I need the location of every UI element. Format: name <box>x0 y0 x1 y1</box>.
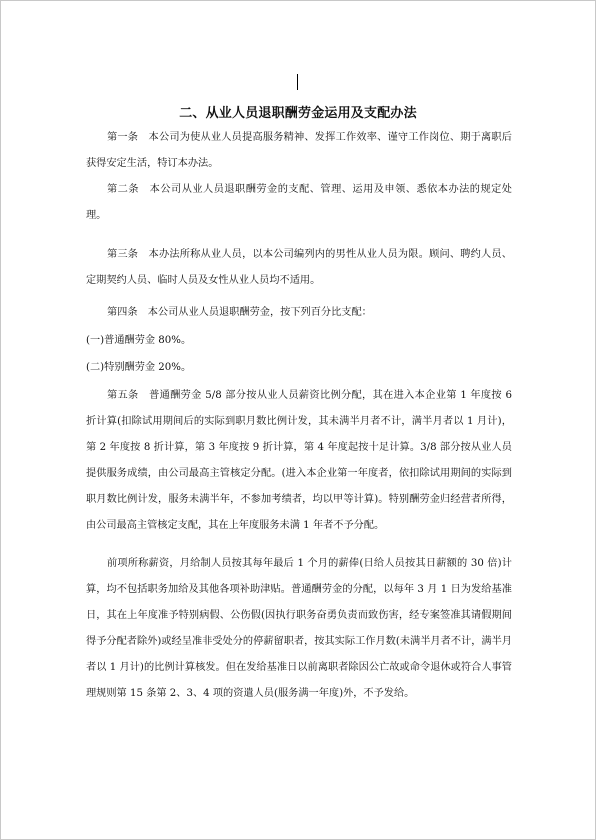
article-4-paragraph: 第四条 本公司从业人员退职酬劳金，按下列百分比支配： <box>107 307 372 318</box>
article-3-paragraph: 第三条 本办法所称从业人员，以本公司编列内的男性从业人员为限。顾问、聘约人员、定期契约人员、临时人员及女性从业人员均不适用。 <box>86 249 512 286</box>
text-cursor <box>297 74 298 90</box>
list-item-ordinary-reward: (一)普通酬劳金 80%。 <box>86 335 192 346</box>
salary-definition-paragraph: 前项所称薪资，月给制人员按其每年最后 1 个月的薪俸(日给人员按其日薪额的 30 倍)计算，均不包括职务加给及其他各项补助津贴。普通酬劳金的分配，以每年 3 月 1 日为发给基准日，其在上年度准予特别病假、公伤假(因执行职务奋勇负责而致伤害，经专案签准其请假期间得予分配者除外)或经呈准非受处分的停薪留职者，按其实际工作月数(未满半月者不计，满半月者以 1 月计)的比例计算核发。但在发给基准日以前离职者除因公亡故或命令退休或符合人事管理规则第 15 条第 2、3、4 项的资遣人员(服务满一年度)外，不予发给。 <box>86 558 512 699</box>
article-1-paragraph: 第一条 本公司为使从业人员提高服务精神、发挥工作效率、谨守工作岗位、期于离职后获得安定生活，特订本办法。 <box>86 132 512 169</box>
article-5-paragraph: 第五条 普通酬劳金 5/8 部分按从业人员薪资比例分配，其在进入本企业第 1 年度按 6 折计算(扣除试用期间后的实际到职月数比例计发，其未满半月者不计，满半月者以 1 月计)，第 2 年度按 8 折计算，第 3 年度按 9 折计算，第 4 年度起按十足计算。3/8 部分按从业人员提供服务成绩，由公司最高主管核定分配。(进入本企业第一年度者，依扣除试用期间的实际到职月数比例计发，服务未满半年，不参加考绩者，均以甲等计算)。特别酬劳金归经营者所得，由公司最高主管核定支配，其在上年度服务未满 1 年者不予分配。 <box>86 390 512 531</box>
list-item-special-reward: (二)特别酬劳金 20%。 <box>86 362 192 373</box>
article-2-paragraph: 第二条 本公司从业人员退职酬劳金的支配、管理、运用及申领、悉依本办法的规定处理。 <box>86 184 512 221</box>
document-title: 二、从业人员退职酬劳金运用及支配办法 <box>179 106 417 121</box>
